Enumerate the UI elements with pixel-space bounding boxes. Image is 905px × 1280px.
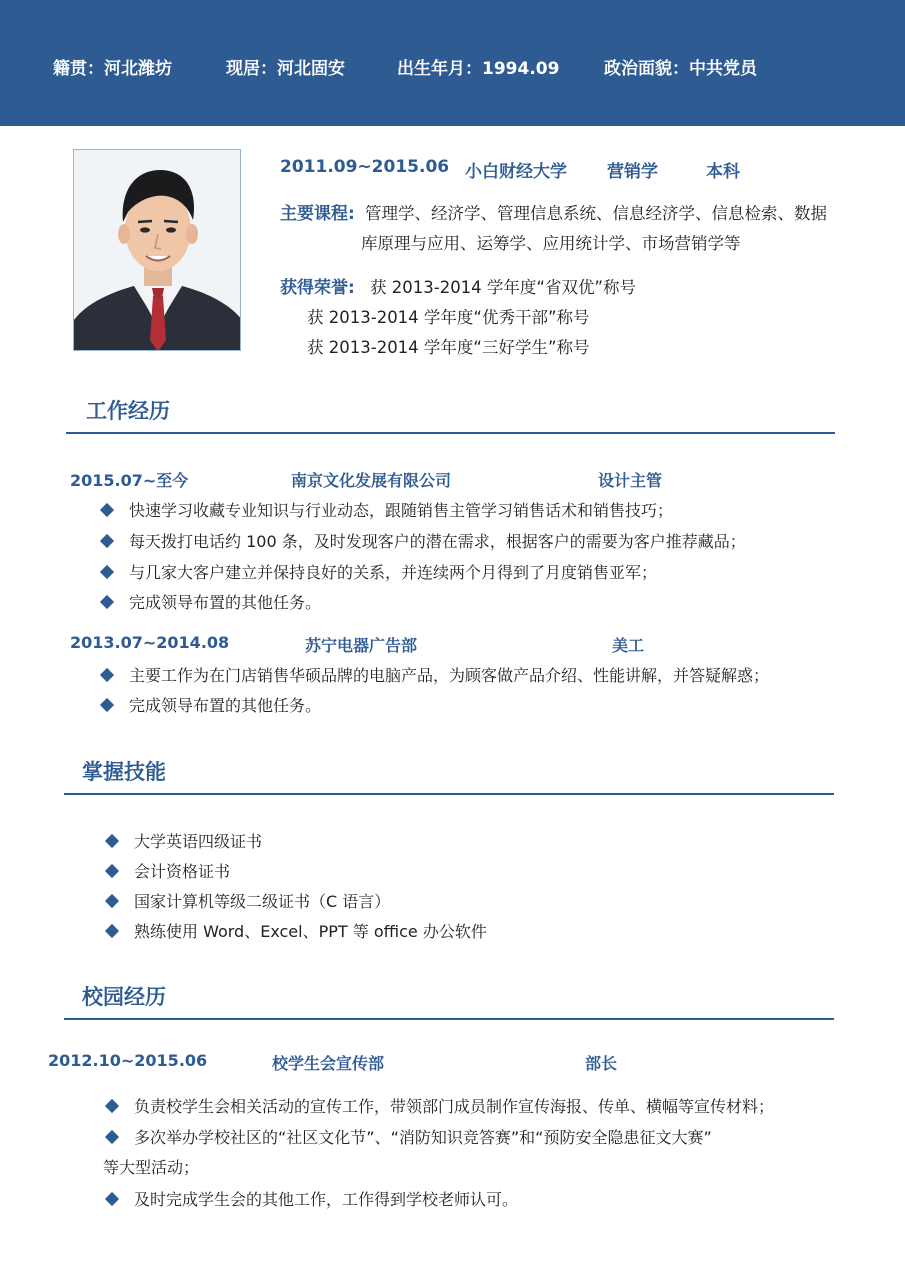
bullet-diamond-icon (100, 565, 114, 579)
campus-role: 部长 (585, 1054, 618, 1073)
bullet-diamond-icon (105, 864, 119, 878)
bullet-diamond-icon (105, 1099, 119, 1113)
bullet-diamond-icon (100, 534, 114, 548)
job-duty-item: 每天拨打电话约 100 条，及时发现客户的潜在需求，根据客户的需要为客户推荐藏品； (129, 532, 746, 551)
bullet-diamond-icon (100, 503, 114, 517)
campus-duty-item: 负责校学生会相关活动的宣传工作，带领部门成员制作宣传海报、传单、横幅等宣传材料； (134, 1097, 775, 1116)
job-duty-item: 主要工作为在门店销售华硕品牌的电脑产品，为顾客做产品介绍、性能讲解，并答疑解惑； (129, 666, 770, 685)
job-company: 南京文化发展有限公司 (291, 471, 452, 490)
hometown-info: 籍贯：河北潍坊 (53, 59, 172, 79)
work-section-divider (66, 432, 835, 434)
bullet-diamond-icon (105, 894, 119, 908)
header-band (0, 0, 905, 126)
skill-item: 国家计算机等级二级证书（C 语言） (134, 892, 391, 911)
campus-section-divider (64, 1018, 834, 1020)
job-period: 2013.07~2014.08 (70, 633, 230, 652)
campus-duty-item: 及时完成学生会的其他工作，工作得到学校老师认可。 (134, 1190, 519, 1209)
skill-item: 熟练使用 Word、Excel、PPT 等 office 办公软件 (134, 922, 487, 941)
job-company: 苏宁电器广告部 (305, 636, 418, 655)
skills-section-title: 掌握技能 (82, 760, 166, 784)
skill-item: 大学英语四级证书 (134, 832, 263, 851)
bullet-diamond-icon (105, 834, 119, 848)
campus-duty-item: 多次举办学校社区的“社区文化节”、“消防知识竞答赛”和“预防安全隐患征文大赛” (134, 1128, 712, 1147)
bullet-diamond-icon (100, 668, 114, 682)
portrait-photo (73, 149, 241, 351)
courses-label: 主要课程: (280, 204, 355, 224)
campus-duty-item-continued: 等大型活动； (103, 1158, 200, 1177)
bullet-diamond-icon (105, 1130, 119, 1144)
political-info: 政治面貌：中共党员 (604, 59, 757, 79)
edu-school: 小白财经大学 (465, 162, 567, 182)
courses-text-line2: 库原理与应用、运筹学、应用统计学、市场营销学等 (361, 234, 741, 253)
work-section-title: 工作经历 (86, 399, 170, 423)
job-period: 2015.07~至今 (70, 471, 189, 490)
birth-info: 出生年月：1994.09 (397, 59, 560, 79)
bullet-diamond-icon (105, 1192, 119, 1206)
bullet-diamond-icon (105, 924, 119, 938)
honor-item: 获 2013-2014 学年度“优秀干部”称号 (307, 308, 590, 327)
edu-degree: 本科 (706, 162, 740, 182)
bullet-diamond-icon (100, 595, 114, 609)
job-duty-item: 完成领导布置的其他任务。 (129, 696, 322, 715)
residence-info: 现居：河北固安 (226, 59, 345, 79)
campus-period: 2012.10~2015.06 (48, 1051, 208, 1070)
job-role: 设计主管 (598, 471, 663, 490)
honor-item: 获 2013-2014 学年度“三好学生”称号 (307, 338, 590, 357)
job-role: 美工 (612, 636, 645, 655)
job-duty-item: 完成领导布置的其他任务。 (129, 593, 322, 612)
job-duty-item: 与几家大客户建立并保持良好的关系，并连续两个月得到了月度销售亚军； (129, 563, 658, 582)
campus-org: 校学生会宣传部 (272, 1054, 385, 1073)
edu-major: 营销学 (607, 162, 658, 182)
skills-section-divider (64, 793, 834, 795)
courses-text-line1: 管理学、经济学、管理信息系统、信息经济学、信息检索、数据 (365, 204, 827, 223)
honor-item: 获 2013-2014 学年度“省双优”称号 (370, 278, 637, 297)
campus-section-title: 校园经历 (82, 985, 166, 1009)
honors-label: 获得荣誉: (280, 278, 355, 298)
skill-item: 会计资格证书 (134, 862, 231, 881)
job-duty-item: 快速学习收藏专业知识与行业动态，跟随销售主管学习销售话术和销售技巧； (129, 501, 674, 520)
edu-period: 2011.09~2015.06 (280, 157, 450, 177)
bullet-diamond-icon (100, 698, 114, 712)
